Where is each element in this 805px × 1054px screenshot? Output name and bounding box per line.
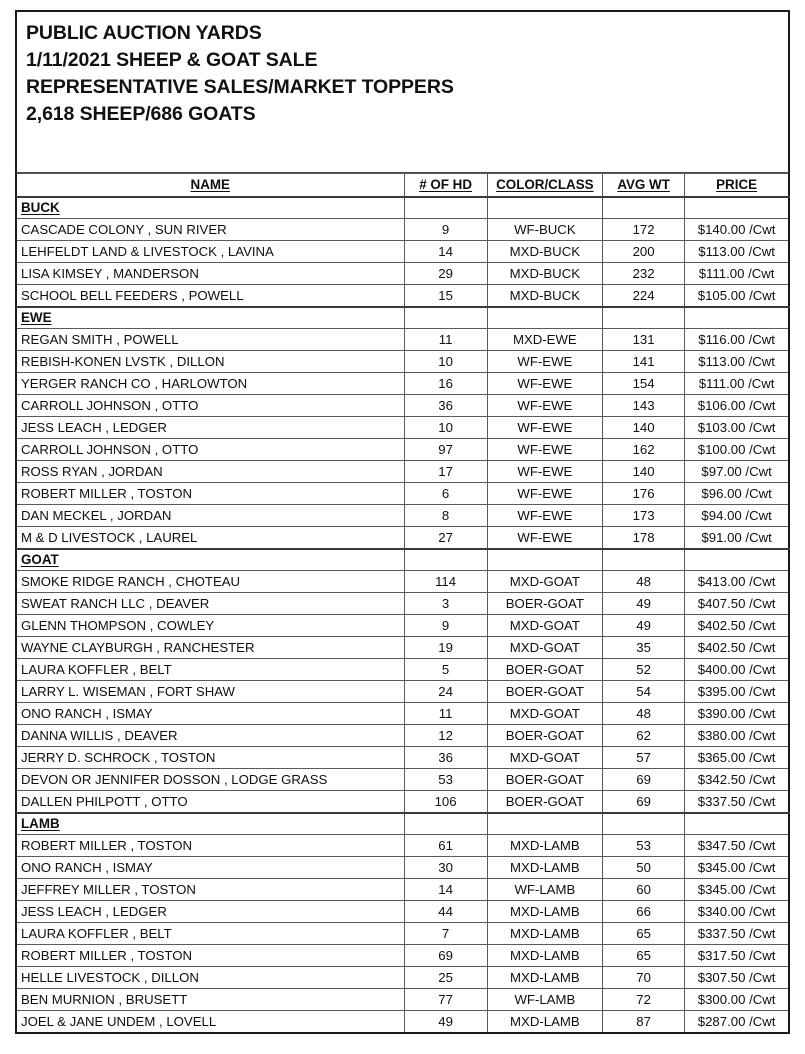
color-class-cell: WF-LAMB bbox=[487, 879, 602, 901]
avg-weight-cell: 140 bbox=[603, 461, 685, 483]
section-label-text: BUCK bbox=[21, 200, 60, 216]
head-count-cell: 8 bbox=[404, 505, 487, 527]
head-count-cell: 16 bbox=[404, 373, 487, 395]
avg-weight-cell: 224 bbox=[603, 285, 685, 307]
color-class-cell: WF-EWE bbox=[487, 439, 602, 461]
head-count-subtitle: 2,618 SHEEP/686 GOATS bbox=[26, 103, 256, 125]
head-count-cell: 77 bbox=[404, 989, 487, 1011]
price-cell: $100.00 /Cwt bbox=[685, 439, 789, 461]
color-class-cell: MXD-GOAT bbox=[487, 615, 602, 637]
color-class-cell: MXD-GOAT bbox=[487, 747, 602, 769]
report-type-subtitle: REPRESENTATIVE SALES/MARKET TOPPERS bbox=[26, 76, 454, 98]
section-header-spacer-cell bbox=[487, 197, 602, 219]
color-class-cell: MXD-EWE bbox=[487, 329, 602, 351]
table-row bbox=[16, 659, 789, 681]
color-class-cell: MXD-LAMB bbox=[487, 857, 602, 879]
consignor-name-cell: ROBERT MILLER , TOSTON bbox=[16, 835, 404, 857]
section-header-spacer-cell bbox=[603, 813, 685, 835]
head-count-cell: 36 bbox=[404, 395, 487, 417]
color-class-cell: BOER-GOAT bbox=[487, 659, 602, 681]
section-label-text: GOAT bbox=[21, 552, 59, 568]
column-header-row bbox=[16, 174, 789, 197]
head-count-cell: 106 bbox=[404, 791, 487, 813]
consignor-name-cell: HELLE LIVESTOCK , DILLON bbox=[16, 967, 404, 989]
avg-weight-cell: 70 bbox=[603, 967, 685, 989]
consignor-name-cell: DAN MECKEL , JORDAN bbox=[16, 505, 404, 527]
color-class-cell: MXD-BUCK bbox=[487, 285, 602, 307]
price-cell: $91.00 /Cwt bbox=[685, 527, 789, 549]
table-row bbox=[16, 791, 789, 813]
price-cell: $400.00 /Cwt bbox=[685, 659, 789, 681]
price-cell: $345.00 /Cwt bbox=[685, 857, 789, 879]
table-row bbox=[16, 879, 789, 901]
section-header-row bbox=[16, 813, 789, 835]
price-cell: $300.00 /Cwt bbox=[685, 989, 789, 1011]
section-header-spacer-cell bbox=[404, 197, 487, 219]
avg-weight-cell: 62 bbox=[603, 725, 685, 747]
price-cell: $402.50 /Cwt bbox=[685, 637, 789, 659]
table-row bbox=[16, 835, 789, 857]
price-cell: $116.00 /Cwt bbox=[685, 329, 789, 351]
color-class-cell: MXD-LAMB bbox=[487, 835, 602, 857]
avg-weight-cell: 65 bbox=[603, 945, 685, 967]
price-cell: $94.00 /Cwt bbox=[685, 505, 789, 527]
table-row bbox=[16, 285, 789, 307]
avg-weight-cell: 57 bbox=[603, 747, 685, 769]
table-row bbox=[16, 747, 789, 769]
consignor-name-cell: DALLEN PHILPOTT , OTTO bbox=[16, 791, 404, 813]
head-count-cell: 53 bbox=[404, 769, 487, 791]
head-count-cell: 30 bbox=[404, 857, 487, 879]
avg-weight-cell: 50 bbox=[603, 857, 685, 879]
color-class-cell: BOER-GOAT bbox=[487, 791, 602, 813]
section-label-text: LAMB bbox=[21, 816, 60, 832]
consignor-name-cell: CASCADE COLONY , SUN RIVER bbox=[16, 219, 404, 241]
avg-weight-cell: 60 bbox=[603, 879, 685, 901]
avg-weight-cell: 54 bbox=[603, 681, 685, 703]
head-count-cell: 61 bbox=[404, 835, 487, 857]
table-row bbox=[16, 769, 789, 791]
table-row bbox=[16, 593, 789, 615]
price-cell: $340.00 /Cwt bbox=[685, 901, 789, 923]
section-header-spacer-cell bbox=[603, 549, 685, 571]
price-cell: $347.50 /Cwt bbox=[685, 835, 789, 857]
table-row bbox=[16, 989, 789, 1011]
column-header-name: NAME bbox=[16, 174, 404, 197]
avg-weight-cell: 173 bbox=[603, 505, 685, 527]
table-row bbox=[16, 373, 789, 395]
price-cell: $345.00 /Cwt bbox=[685, 879, 789, 901]
sales-table bbox=[15, 173, 790, 1034]
avg-weight-cell: 72 bbox=[603, 989, 685, 1011]
table-row bbox=[16, 945, 789, 967]
avg-weight-cell: 178 bbox=[603, 527, 685, 549]
avg-weight-cell: 131 bbox=[603, 329, 685, 351]
head-count-cell: 15 bbox=[404, 285, 487, 307]
avg-weight-cell: 154 bbox=[603, 373, 685, 395]
head-count-cell: 19 bbox=[404, 637, 487, 659]
avg-weight-cell: 48 bbox=[603, 703, 685, 725]
avg-weight-cell: 87 bbox=[603, 1011, 685, 1033]
avg-weight-cell: 69 bbox=[603, 791, 685, 813]
color-class-cell: BOER-GOAT bbox=[487, 769, 602, 791]
price-cell: $365.00 /Cwt bbox=[685, 747, 789, 769]
section-header-spacer-cell bbox=[487, 813, 602, 835]
avg-weight-cell: 53 bbox=[603, 835, 685, 857]
consignor-name-cell: BEN MURNION , BRUSETT bbox=[16, 989, 404, 1011]
consignor-name-cell: REBISH-KONEN LVSTK , DILLON bbox=[16, 351, 404, 373]
color-class-cell: WF-EWE bbox=[487, 417, 602, 439]
table-row bbox=[16, 923, 789, 945]
section-header-spacer-cell bbox=[685, 549, 789, 571]
section-header-spacer-cell bbox=[685, 197, 789, 219]
consignor-name-cell: CARROLL JOHNSON , OTTO bbox=[16, 439, 404, 461]
section-header-spacer-cell bbox=[685, 307, 789, 329]
section-header-spacer-cell bbox=[603, 197, 685, 219]
table-row bbox=[16, 527, 789, 549]
head-count-cell: 114 bbox=[404, 571, 487, 593]
price-cell: $103.00 /Cwt bbox=[685, 417, 789, 439]
section-header-row bbox=[16, 549, 789, 571]
column-header-price: PRICE bbox=[685, 174, 789, 197]
color-class-cell: MXD-LAMB bbox=[487, 1011, 602, 1033]
table-row bbox=[16, 857, 789, 879]
consignor-name-cell: WAYNE CLAYBURGH , RANCHESTER bbox=[16, 637, 404, 659]
avg-weight-cell: 65 bbox=[603, 923, 685, 945]
head-count-cell: 14 bbox=[404, 241, 487, 263]
color-class-cell: MXD-GOAT bbox=[487, 571, 602, 593]
avg-weight-cell: 232 bbox=[603, 263, 685, 285]
avg-weight-cell: 49 bbox=[603, 615, 685, 637]
table-row bbox=[16, 725, 789, 747]
consignor-name-cell: JESS LEACH , LEDGER bbox=[16, 901, 404, 923]
consignor-name-cell: JEFFREY MILLER , TOSTON bbox=[16, 879, 404, 901]
color-class-cell: WF-EWE bbox=[487, 527, 602, 549]
color-class-cell: WF-EWE bbox=[487, 351, 602, 373]
table-row bbox=[16, 637, 789, 659]
color-class-cell: MXD-LAMB bbox=[487, 945, 602, 967]
consignor-name-cell: SWEAT RANCH LLC , DEAVER bbox=[16, 593, 404, 615]
consignor-name-cell: LAURA KOFFLER , BELT bbox=[16, 923, 404, 945]
head-count-cell: 49 bbox=[404, 1011, 487, 1033]
color-class-cell: WF-EWE bbox=[487, 483, 602, 505]
table-row bbox=[16, 703, 789, 725]
head-count-cell: 5 bbox=[404, 659, 487, 681]
table-row bbox=[16, 329, 789, 351]
section-label bbox=[16, 307, 404, 329]
price-cell: $287.00 /Cwt bbox=[685, 1011, 789, 1033]
price-cell: $317.50 /Cwt bbox=[685, 945, 789, 967]
price-cell: $113.00 /Cwt bbox=[685, 351, 789, 373]
consignor-name-cell: ONO RANCH , ISMAY bbox=[16, 857, 404, 879]
head-count-cell: 10 bbox=[404, 351, 487, 373]
color-class-cell: WF-EWE bbox=[487, 505, 602, 527]
table-row bbox=[16, 461, 789, 483]
consignor-name-cell: GLENN THOMPSON , COWLEY bbox=[16, 615, 404, 637]
consignor-name-cell: JESS LEACH , LEDGER bbox=[16, 417, 404, 439]
avg-weight-cell: 69 bbox=[603, 769, 685, 791]
price-cell: $407.50 /Cwt bbox=[685, 593, 789, 615]
table-body bbox=[16, 197, 789, 1033]
section-header-spacer-cell bbox=[487, 549, 602, 571]
table-row bbox=[16, 351, 789, 373]
consignor-name-cell: LARRY L. WISEMAN , FORT SHAW bbox=[16, 681, 404, 703]
consignor-name-cell: REGAN SMITH , POWELL bbox=[16, 329, 404, 351]
avg-weight-cell: 143 bbox=[603, 395, 685, 417]
section-header-spacer-cell bbox=[404, 813, 487, 835]
price-cell: $113.00 /Cwt bbox=[685, 241, 789, 263]
head-count-cell: 7 bbox=[404, 923, 487, 945]
column-header-avg-weight: AVG WT bbox=[603, 174, 685, 197]
section-header-spacer-cell bbox=[685, 813, 789, 835]
table-row bbox=[16, 1011, 789, 1033]
color-class-cell: MXD-BUCK bbox=[487, 241, 602, 263]
head-count-cell: 36 bbox=[404, 747, 487, 769]
consignor-name-cell: CARROLL JOHNSON , OTTO bbox=[16, 395, 404, 417]
head-count-cell: 11 bbox=[404, 703, 487, 725]
consignor-name-cell: ROSS RYAN , JORDAN bbox=[16, 461, 404, 483]
avg-weight-cell: 35 bbox=[603, 637, 685, 659]
head-count-cell: 29 bbox=[404, 263, 487, 285]
table-row bbox=[16, 505, 789, 527]
head-count-cell: 24 bbox=[404, 681, 487, 703]
color-class-cell: MXD-LAMB bbox=[487, 901, 602, 923]
head-count-cell: 11 bbox=[404, 329, 487, 351]
sale-date-subtitle: 1/11/2021 SHEEP & GOAT SALE bbox=[26, 49, 318, 71]
price-cell: $395.00 /Cwt bbox=[685, 681, 789, 703]
consignor-name-cell: YERGER RANCH CO , HARLOWTON bbox=[16, 373, 404, 395]
price-cell: $380.00 /Cwt bbox=[685, 725, 789, 747]
price-cell: $390.00 /Cwt bbox=[685, 703, 789, 725]
consignor-name-cell: SMOKE RIDGE RANCH , CHOTEAU bbox=[16, 571, 404, 593]
column-header-color-class: COLOR/CLASS bbox=[487, 174, 602, 197]
color-class-cell: WF-EWE bbox=[487, 395, 602, 417]
section-label bbox=[16, 197, 404, 219]
price-cell: $96.00 /Cwt bbox=[685, 483, 789, 505]
color-class-cell: MXD-LAMB bbox=[487, 923, 602, 945]
avg-weight-cell: 48 bbox=[603, 571, 685, 593]
price-cell: $342.50 /Cwt bbox=[685, 769, 789, 791]
consignor-name-cell: ONO RANCH , ISMAY bbox=[16, 703, 404, 725]
color-class-cell: WF-EWE bbox=[487, 373, 602, 395]
table-row bbox=[16, 219, 789, 241]
consignor-name-cell: LAURA KOFFLER , BELT bbox=[16, 659, 404, 681]
report-title-block bbox=[15, 10, 790, 173]
price-cell: $337.50 /Cwt bbox=[685, 791, 789, 813]
section-header-row bbox=[16, 197, 789, 219]
consignor-name-cell: LEHFELDT LAND & LIVESTOCK , LAVINA bbox=[16, 241, 404, 263]
table-row bbox=[16, 681, 789, 703]
consignor-name-cell: DANNA WILLIS , DEAVER bbox=[16, 725, 404, 747]
avg-weight-cell: 140 bbox=[603, 417, 685, 439]
section-header-spacer-cell bbox=[404, 549, 487, 571]
color-class-cell: WF-BUCK bbox=[487, 219, 602, 241]
color-class-cell: BOER-GOAT bbox=[487, 725, 602, 747]
head-count-cell: 12 bbox=[404, 725, 487, 747]
avg-weight-cell: 52 bbox=[603, 659, 685, 681]
section-label bbox=[16, 813, 404, 835]
consignor-name-cell: ROBERT MILLER , TOSTON bbox=[16, 945, 404, 967]
color-class-cell: BOER-GOAT bbox=[487, 681, 602, 703]
table-row bbox=[16, 571, 789, 593]
head-count-cell: 9 bbox=[404, 615, 487, 637]
price-cell: $106.00 /Cwt bbox=[685, 395, 789, 417]
table-header bbox=[16, 174, 789, 197]
color-class-cell: MXD-BUCK bbox=[487, 263, 602, 285]
color-class-cell: MXD-GOAT bbox=[487, 703, 602, 725]
head-count-cell: 3 bbox=[404, 593, 487, 615]
consignor-name-cell: LISA KIMSEY , MANDERSON bbox=[16, 263, 404, 285]
head-count-cell: 44 bbox=[404, 901, 487, 923]
table-row bbox=[16, 615, 789, 637]
page-title: PUBLIC AUCTION YARDS bbox=[26, 22, 262, 44]
price-cell: $111.00 /Cwt bbox=[685, 263, 789, 285]
consignor-name-cell: JERRY D. SCHROCK , TOSTON bbox=[16, 747, 404, 769]
head-count-cell: 9 bbox=[404, 219, 487, 241]
avg-weight-cell: 162 bbox=[603, 439, 685, 461]
color-class-cell: MXD-GOAT bbox=[487, 637, 602, 659]
price-cell: $97.00 /Cwt bbox=[685, 461, 789, 483]
consignor-name-cell: DEVON OR JENNIFER DOSSON , LODGE GRASS bbox=[16, 769, 404, 791]
consignor-name-cell: ROBERT MILLER , TOSTON bbox=[16, 483, 404, 505]
avg-weight-cell: 200 bbox=[603, 241, 685, 263]
head-count-cell: 25 bbox=[404, 967, 487, 989]
color-class-cell: MXD-LAMB bbox=[487, 967, 602, 989]
price-cell: $402.50 /Cwt bbox=[685, 615, 789, 637]
color-class-cell: BOER-GOAT bbox=[487, 593, 602, 615]
table-row bbox=[16, 263, 789, 285]
color-class-cell: WF-LAMB bbox=[487, 989, 602, 1011]
table-row bbox=[16, 395, 789, 417]
avg-weight-cell: 49 bbox=[603, 593, 685, 615]
price-cell: $111.00 /Cwt bbox=[685, 373, 789, 395]
table-row bbox=[16, 439, 789, 461]
section-header-spacer-cell bbox=[603, 307, 685, 329]
table-row bbox=[16, 483, 789, 505]
consignor-name-cell: JOEL & JANE UNDEM , LOVELL bbox=[16, 1011, 404, 1033]
consignor-name-cell: SCHOOL BELL FEEDERS , POWELL bbox=[16, 285, 404, 307]
table-row bbox=[16, 901, 789, 923]
price-cell: $307.50 /Cwt bbox=[685, 967, 789, 989]
column-header-head-count: # OF HD bbox=[404, 174, 487, 197]
table-row bbox=[16, 967, 789, 989]
avg-weight-cell: 172 bbox=[603, 219, 685, 241]
consignor-name-cell: M & D LIVESTOCK , LAUREL bbox=[16, 527, 404, 549]
head-count-cell: 17 bbox=[404, 461, 487, 483]
section-header-spacer-cell bbox=[404, 307, 487, 329]
price-cell: $413.00 /Cwt bbox=[685, 571, 789, 593]
head-count-cell: 97 bbox=[404, 439, 487, 461]
price-cell: $337.50 /Cwt bbox=[685, 923, 789, 945]
head-count-cell: 6 bbox=[404, 483, 487, 505]
table-row bbox=[16, 241, 789, 263]
head-count-cell: 10 bbox=[404, 417, 487, 439]
color-class-cell: WF-EWE bbox=[487, 461, 602, 483]
table-row bbox=[16, 417, 789, 439]
head-count-cell: 69 bbox=[404, 945, 487, 967]
price-cell: $140.00 /Cwt bbox=[685, 219, 789, 241]
section-label-text: EWE bbox=[21, 310, 52, 326]
price-cell: $105.00 /Cwt bbox=[685, 285, 789, 307]
avg-weight-cell: 141 bbox=[603, 351, 685, 373]
auction-report-sheet bbox=[15, 10, 790, 1034]
avg-weight-cell: 66 bbox=[603, 901, 685, 923]
section-header-row bbox=[16, 307, 789, 329]
section-header-spacer-cell bbox=[487, 307, 602, 329]
head-count-cell: 14 bbox=[404, 879, 487, 901]
section-label bbox=[16, 549, 404, 571]
avg-weight-cell: 176 bbox=[603, 483, 685, 505]
head-count-cell: 27 bbox=[404, 527, 487, 549]
